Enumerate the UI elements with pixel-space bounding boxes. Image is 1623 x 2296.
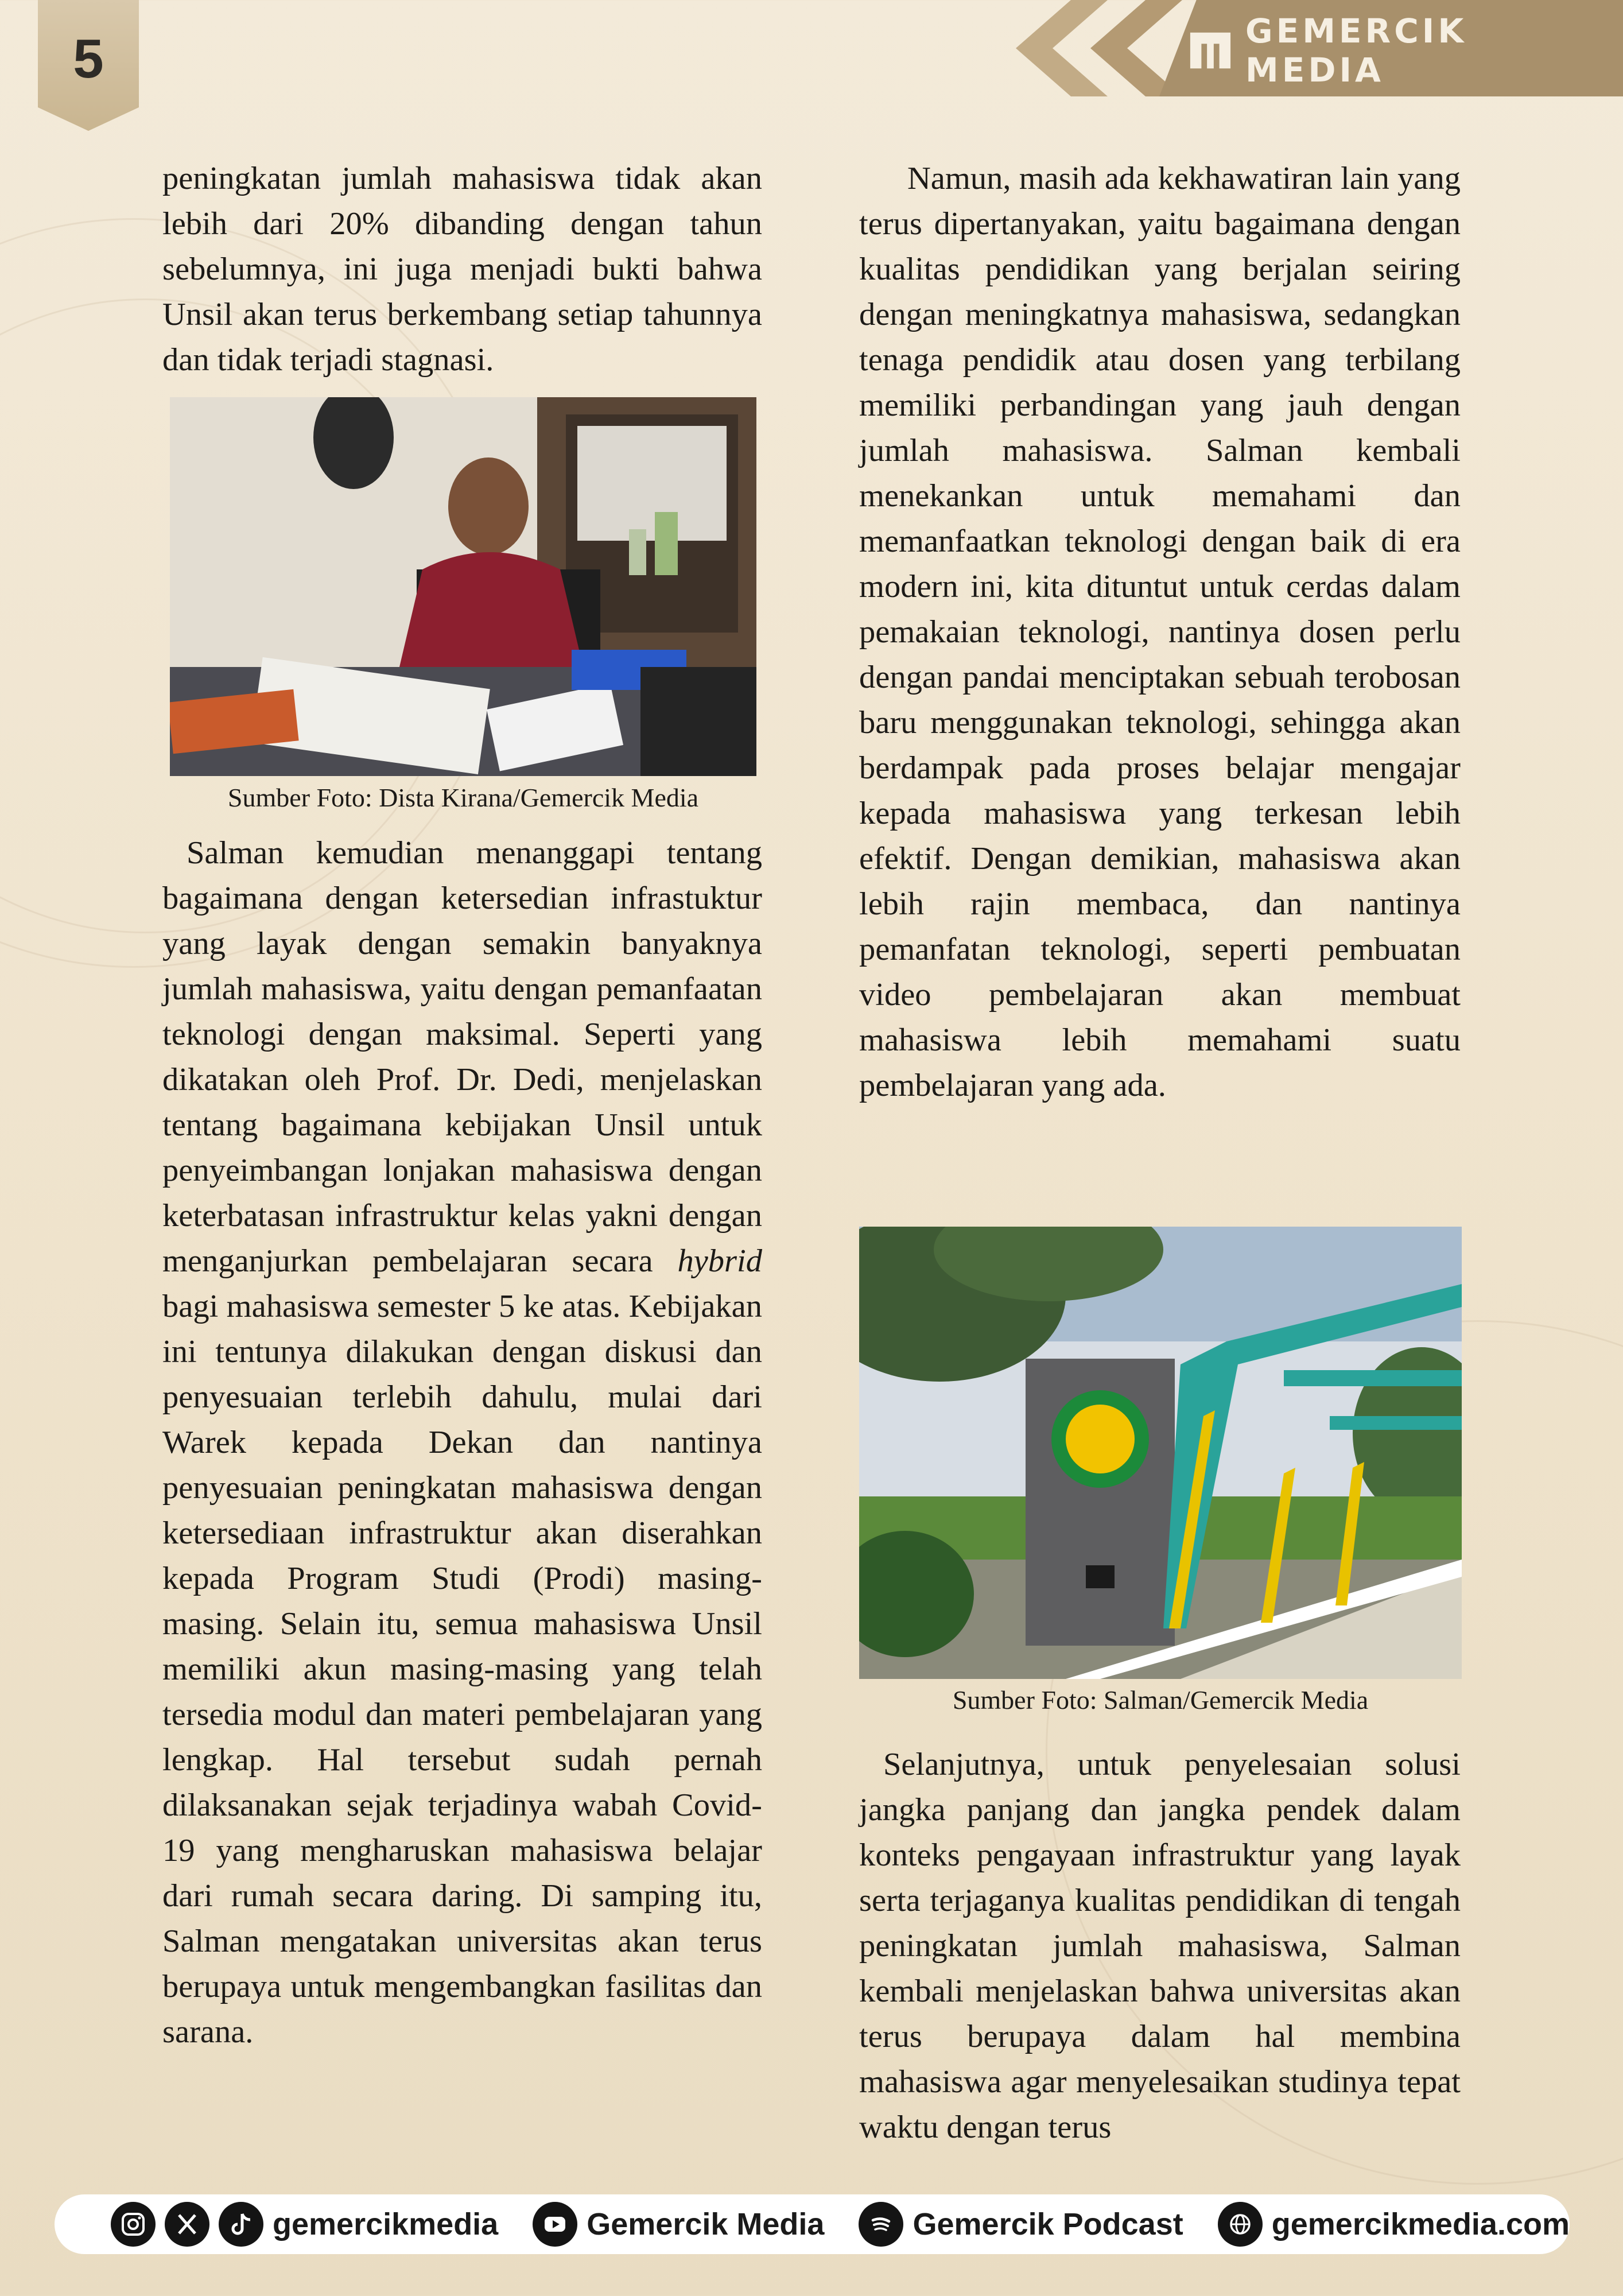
right-paragraph-1: Namun, masih ada kekhawatiran lain yang terus dipertanyakan, yaitu bagaimana dengan kualitas pendidikan yang berjalan seiring dengan meningkatnya mahasiswa, sedangkan tenaga pendidik atau dosen yang terbilang memiliki perbandingan yang jauh dengan jumlah mahasiswa. Salman kembali menekankan untuk memahami dan memanfaatkan teknologi dengan baik di era modern ini, kita dituntut untuk cerdas dalam pemakaian teknologi, nantinya dosen perlu dengan pandai menciptakan sebuah terobosan baru menggunakan teknologi, sehingga akan berdampak pada proses belajar mengajar kepada mahasiswa yang terkesan lebih efektif. Dengan demikian, mahasiswa akan lebih rajin membaca, dan nantinya pemanfatan teknologi, seperti pembuatan video pembelajaran akan membuat mahasiswa lebih memahami suatu pembelajaran yang ada.	[859, 161, 1461, 1103]
left-column-intro	[162, 156, 762, 383]
social-group-website	[1218, 2202, 1570, 2247]
left-paragraph-2-part-b: bagi mahasiswa semester 5 ke atas. Kebijakan ini tentunya dilakukan dengan diskusi dan penyesuaian terlebih dahulu, mulai dari Warek kepada Dekan dan nantinya penyesuaian peningkatan mahasiswa dengan ketersediaan infrastruktur akan diserahkan kepada Program Studi (Prodi) masing-masing. Selain itu, semua mahasiswa Unsil memiliki akun masing-masing yang telah tersedia modul dan materi pembelajaran yang lengkap. Hal tersebut sudah pernah dilaksanakan sejak terjadinya wabah Covid-19 yang mengharuskan mahasiswa belajar dari rumah secara daring. Di samping itu, Salman mengatakan universitas akan terus berupaya untuk mengembangkan fasilitas dan sarana.	[162, 1289, 762, 2050]
instagram-icon[interactable]	[111, 2202, 156, 2247]
social-group-youtube	[533, 2202, 824, 2247]
left-paragraph-2-part-a: Salman kemudian menanggapi tentang bagaimana dengan ketersedian infrastuktur yang layak dengan semakin banyaknya jumlah mahasiswa, yaitu dengan pemanfaatan teknologi dengan maksimal. Seperti yang dikatakan oleh Prof. Dr. Dedi, menjelaskan tentang bagaimana kebijakan Unsil untuk penyeimbangan lonjakan mahasiswa dengan keterbatasan infrastruktur kelas yakni dengan menganjurkan pembelajaran secara	[162, 835, 762, 1279]
photo-university-gate	[859, 1227, 1462, 1679]
spotify-icon[interactable]	[859, 2202, 903, 2247]
brand-logo-icon	[1188, 30, 1233, 71]
x-icon[interactable]	[165, 2202, 209, 2247]
left-paragraph-2	[162, 831, 762, 2055]
page-number: 5	[73, 28, 104, 90]
left-photo-caption: Sumber Foto: Dista Kirana/Gemercik Media	[227, 783, 699, 812]
photo-lecturer-office	[170, 397, 756, 776]
youtube-channel[interactable]: Gemercik Media	[587, 2207, 825, 2241]
left-column-body	[162, 831, 762, 2055]
right-column-body	[859, 1742, 1461, 2150]
left-paragraph-1: peningkatan jumlah mahasiswa tidak akan lebih dari 20% dibanding dengan tahun sebelumnya, ini juga menjadi bukti bahwa Unsil akan terus berkembang setiap tahunnya dan tidak terjadi stagnasi.	[162, 161, 762, 378]
social-handle[interactable]: gemercikmedia	[273, 2207, 499, 2241]
left-paragraph-2-emphasis: hybrid	[677, 1243, 762, 1279]
social-group-podcast	[859, 2202, 1183, 2247]
podcast-name[interactable]: Gemercik Podcast	[913, 2207, 1183, 2241]
social-group-handle	[111, 2202, 498, 2247]
globe-icon[interactable]	[1218, 2202, 1263, 2247]
right-paragraph-2: Selanjutnya, untuk penyelesaian solusi jangka panjang dan jangka pendek dalam konteks pengayaan infrastruktur yang layak serta terjaganya kualitas pendidikan di tengah peningkatan jumlah mahasiswa, Salman kembali menjelaskan bahwa universitas akan terus berupaya dalam hal membina mahasiswa agar menyelesaikan studinya tepat waktu dengan terus	[859, 1747, 1461, 2145]
youtube-icon[interactable]	[533, 2202, 577, 2247]
website-link[interactable]: gemercikmedia.com	[1271, 2207, 1570, 2241]
tiktok-icon[interactable]	[219, 2202, 263, 2247]
right-column-intro	[859, 156, 1461, 1108]
social-footer	[55, 2194, 1570, 2254]
brand-name: GEMERCIK MEDIA	[1245, 11, 1467, 90]
right-photo-caption: Sumber Foto: Salman/Gemercik Media	[952, 1685, 1369, 1715]
brand	[1188, 11, 1612, 90]
